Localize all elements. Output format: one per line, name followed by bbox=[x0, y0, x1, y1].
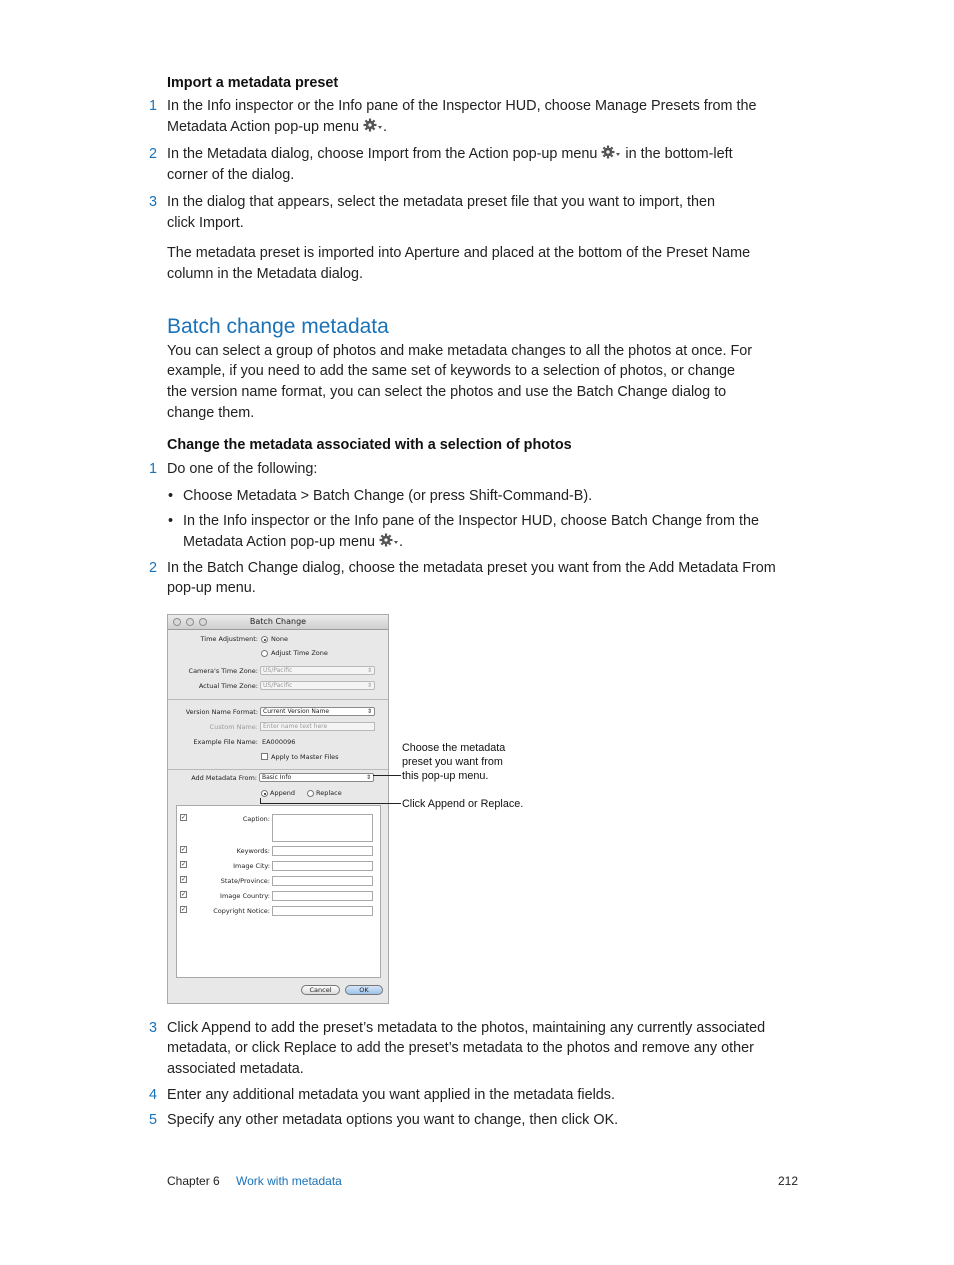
keywords-checkbox[interactable]: ✓ bbox=[181, 846, 187, 853]
bullet-text-end: . bbox=[399, 534, 404, 550]
callout-line-text: Choose the metadata bbox=[402, 742, 506, 754]
replace-radio[interactable] bbox=[307, 790, 314, 797]
step-text-end: . bbox=[383, 119, 388, 135]
apply-to-master-checkbox[interactable] bbox=[261, 753, 268, 760]
gear-icon bbox=[601, 144, 621, 160]
camera-time-zone-label: Camera's Time Zone: bbox=[188, 667, 258, 675]
callout-popup bbox=[402, 741, 505, 783]
step-text-line: Metadata Action pop-up menu bbox=[167, 119, 360, 135]
field-label: Keywords: bbox=[236, 847, 270, 855]
actual-time-zone-value: US/Pacific bbox=[263, 682, 293, 689]
callout-line-text: preset you want from bbox=[402, 756, 503, 768]
bullet-dot: • bbox=[168, 488, 174, 504]
popup-arrows-icon: ⇕ bbox=[365, 774, 371, 781]
version-name-format-value: Current Version Name bbox=[263, 708, 330, 715]
field-label: Image City: bbox=[233, 862, 270, 870]
dialog-title: Batch Change bbox=[249, 617, 307, 626]
bullet-text: In the Info inspector or the Info pane of the Inspector HUD, choose Batch Change from the bbox=[183, 513, 759, 529]
paragraph: change them. bbox=[167, 405, 255, 421]
radio-none[interactable] bbox=[261, 636, 268, 643]
step-text: Specify any other metadata options you want to change, then click OK. bbox=[167, 1112, 619, 1128]
popup-arrows-icon: ⇕ bbox=[366, 708, 372, 715]
camera-time-zone-value: US/Pacific bbox=[263, 667, 293, 674]
time-adjustment-label: Time Adjustment: bbox=[200, 635, 258, 643]
section-heading-import: Import a metadata preset bbox=[167, 75, 339, 91]
image-city-field[interactable] bbox=[272, 861, 373, 871]
state-province-field[interactable] bbox=[272, 876, 373, 886]
step-text-line: In the Metadata dialog, choose Import from the Action pop-up menu bbox=[167, 146, 598, 162]
step-text: click Import. bbox=[167, 215, 244, 231]
popup-arrows-icon: ⇕ bbox=[366, 682, 372, 689]
append-radio[interactable] bbox=[261, 790, 268, 797]
keywords-field[interactable] bbox=[272, 846, 373, 856]
step-text: In the Info inspector or the Info pane of the Inspector HUD, choose Manage Presets from the bbox=[167, 98, 757, 114]
paragraph: The metadata preset is imported into Aperture and placed at the bottom of the Preset Name bbox=[167, 245, 751, 261]
field-label: State/Province: bbox=[220, 877, 270, 885]
copyright-notice-field[interactable] bbox=[272, 906, 373, 916]
state-province-checkbox[interactable]: ✓ bbox=[181, 876, 187, 883]
add-metadata-from-value: Basic Info bbox=[262, 774, 292, 781]
step-text: Do one of the following: bbox=[167, 461, 318, 477]
footer-chapter: Chapter 6 bbox=[167, 1174, 220, 1188]
step-number: 1 bbox=[148, 98, 157, 114]
radio-adjust-label: Adjust Time Zone bbox=[271, 649, 328, 657]
step-text: metadata, or click Replace to add the preset’s metadata to the photos and remove any other bbox=[167, 1040, 754, 1056]
paragraph: example, if you need to add the same set of keywords to a selection of photos, or change bbox=[167, 363, 735, 379]
image-country-field[interactable] bbox=[272, 891, 373, 901]
custom-name-field[interactable]: Enter name text here bbox=[260, 722, 375, 731]
step-number: 2 bbox=[148, 146, 157, 162]
custom-name-label: Custom Name: bbox=[209, 723, 258, 731]
dialog-titlebar bbox=[168, 615, 388, 630]
image-country-checkbox[interactable]: ✓ bbox=[181, 891, 187, 898]
section-title: Batch change metadata bbox=[167, 315, 389, 338]
cancel-button[interactable]: Cancel bbox=[301, 985, 340, 995]
bullet-text bbox=[183, 532, 403, 553]
popup-arrows-icon: ⇕ bbox=[366, 667, 372, 674]
radio-none-label: None bbox=[271, 635, 288, 643]
add-metadata-from-label: Add Metadata From: bbox=[191, 774, 257, 782]
add-metadata-from-popup[interactable] bbox=[259, 773, 374, 782]
callout-line bbox=[260, 803, 367, 804]
step-text bbox=[167, 117, 387, 138]
paragraph: column in the Metadata dialog. bbox=[167, 266, 363, 282]
gear-icon bbox=[379, 532, 399, 548]
callout-line-text: this pop-up menu. bbox=[402, 770, 489, 782]
field-label: Copyright Notice: bbox=[213, 907, 270, 915]
step-number: 3 bbox=[148, 1020, 157, 1036]
step-text: Click Append to add the preset’s metadata to the photos, maintaining any currently associated bbox=[167, 1020, 766, 1036]
divider bbox=[168, 769, 388, 770]
ok-button[interactable]: OK bbox=[345, 985, 383, 995]
replace-label: Replace bbox=[316, 789, 342, 797]
bullet-text: Choose Metadata > Batch Change (or press Shift-Command-B). bbox=[183, 488, 593, 504]
example-file-name-value: EA000096 bbox=[262, 738, 296, 746]
example-file-name-label: Example File Name: bbox=[193, 738, 258, 746]
callout-line bbox=[373, 775, 401, 776]
step-number: 1 bbox=[148, 461, 157, 477]
copyright-checkbox[interactable]: ✓ bbox=[181, 906, 187, 913]
step-text: In the dialog that appears, select the metadata preset file that you want to import, then bbox=[167, 194, 715, 210]
step-number: 4 bbox=[148, 1087, 157, 1103]
step-text: Enter any additional metadata you want applied in the metadata fields. bbox=[167, 1087, 616, 1103]
paragraph: the version name format, you can select the photos and use the Batch Change dialog to bbox=[167, 384, 727, 400]
callout-append: Click Append or Replace. bbox=[402, 798, 524, 810]
field-label: Image Country: bbox=[220, 892, 270, 900]
divider bbox=[168, 699, 388, 700]
actual-time-zone-label: Actual Time Zone: bbox=[198, 682, 258, 690]
field-label: Caption: bbox=[242, 815, 270, 823]
caption-field[interactable] bbox=[272, 814, 373, 842]
step-number: 5 bbox=[148, 1112, 157, 1128]
bullet-dot: • bbox=[168, 513, 174, 529]
gear-icon bbox=[363, 117, 383, 133]
batch-change-dialog bbox=[167, 614, 389, 1004]
radio-adjust-time-zone[interactable] bbox=[261, 650, 268, 657]
image-city-checkbox[interactable]: ✓ bbox=[181, 861, 187, 868]
version-name-format-popup[interactable] bbox=[260, 707, 375, 716]
step-text: associated metadata. bbox=[167, 1061, 304, 1077]
caption-checkbox[interactable]: ✓ bbox=[181, 814, 187, 821]
bullet-text-line: Metadata Action pop-up menu bbox=[183, 534, 376, 550]
paragraph: You can select a group of photos and make metadata changes to all the photos at once. For bbox=[167, 343, 753, 359]
step-text-end: in the bottom-left bbox=[625, 146, 733, 162]
task-heading: Change the metadata associated with a selection of photos bbox=[167, 437, 572, 453]
footer-chapter-title[interactable]: Work with metadata bbox=[236, 1174, 342, 1188]
step-text: corner of the dialog. bbox=[167, 167, 295, 183]
step-text: In the Batch Change dialog, choose the metadata preset you want from the Add Metadata From bbox=[167, 560, 776, 576]
apply-to-master-label: Apply to Master Files bbox=[271, 753, 339, 761]
callout-line bbox=[367, 803, 401, 804]
step-text bbox=[167, 144, 733, 165]
page-number: 212 bbox=[777, 1174, 798, 1188]
actual-time-zone-popup[interactable] bbox=[260, 681, 375, 690]
camera-time-zone-popup[interactable] bbox=[260, 666, 375, 675]
step-number: 2 bbox=[148, 560, 157, 576]
step-text: pop-up menu. bbox=[167, 580, 256, 596]
version-name-format-label: Version Name Format: bbox=[185, 708, 258, 716]
append-label: Append bbox=[270, 789, 295, 797]
step-number: 3 bbox=[148, 194, 157, 210]
